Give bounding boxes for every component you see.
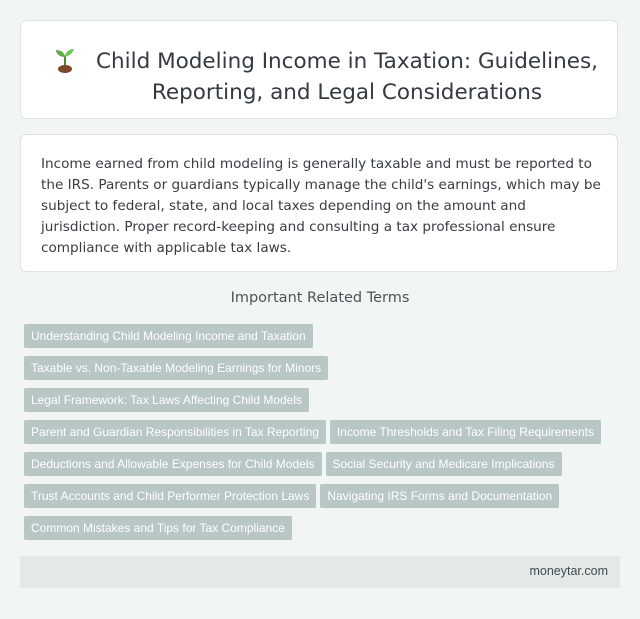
title-card [20,20,618,119]
page-title: Child Modeling Income in Taxation: Guidelines, Reporting, and Legal Considerations [96,49,598,105]
related-terms-list [24,324,624,548]
related-term-tag[interactable]: Understanding Child Modeling Income and Taxation [24,324,313,348]
footer-site: moneytar.com [529,564,608,578]
related-term-tag[interactable]: Navigating IRS Forms and Documentation [320,484,559,508]
related-term-tag[interactable]: Common Mistakes and Tips for Tax Compliance [24,516,292,540]
related-term-tag[interactable]: Trust Accounts and Child Performer Protection Laws [24,484,316,508]
related-term-tag[interactable]: Legal Framework: Tax Laws Affecting Child Models [24,388,309,412]
intro-paragraph: Income earned from child modeling is generally taxable and must be reported to the IRS. Parents or guardians typically manage the child's earnings, which may be subject to federal, state, and local taxes depending on the amount and jurisdiction. Proper record-keeping and consulting a tax professional ensure compliance with applicable tax laws. [41,156,601,256]
related-terms-heading: Important Related Terms [230,290,410,306]
tag-row [24,388,624,420]
related-term-tag[interactable]: Social Security and Medicare Implications [326,452,562,476]
seedling-icon [50,45,80,75]
related-term-tag[interactable]: Deductions and Allowable Expenses for Child Models [24,452,322,476]
related-term-tag[interactable]: Taxable vs. Non-Taxable Modeling Earnings for Minors [24,356,328,380]
tag-row [24,356,624,388]
tag-row [24,516,624,548]
related-term-tag[interactable]: Parent and Guardian Responsibilities in Tax Reporting [24,420,326,444]
intro-card [20,134,618,272]
tag-row [24,452,624,484]
tag-row [24,484,624,516]
tag-row [24,420,624,452]
footer [20,556,620,588]
related-term-tag[interactable]: Income Thresholds and Tax Filing Requirements [330,420,601,444]
tag-row [24,324,624,356]
